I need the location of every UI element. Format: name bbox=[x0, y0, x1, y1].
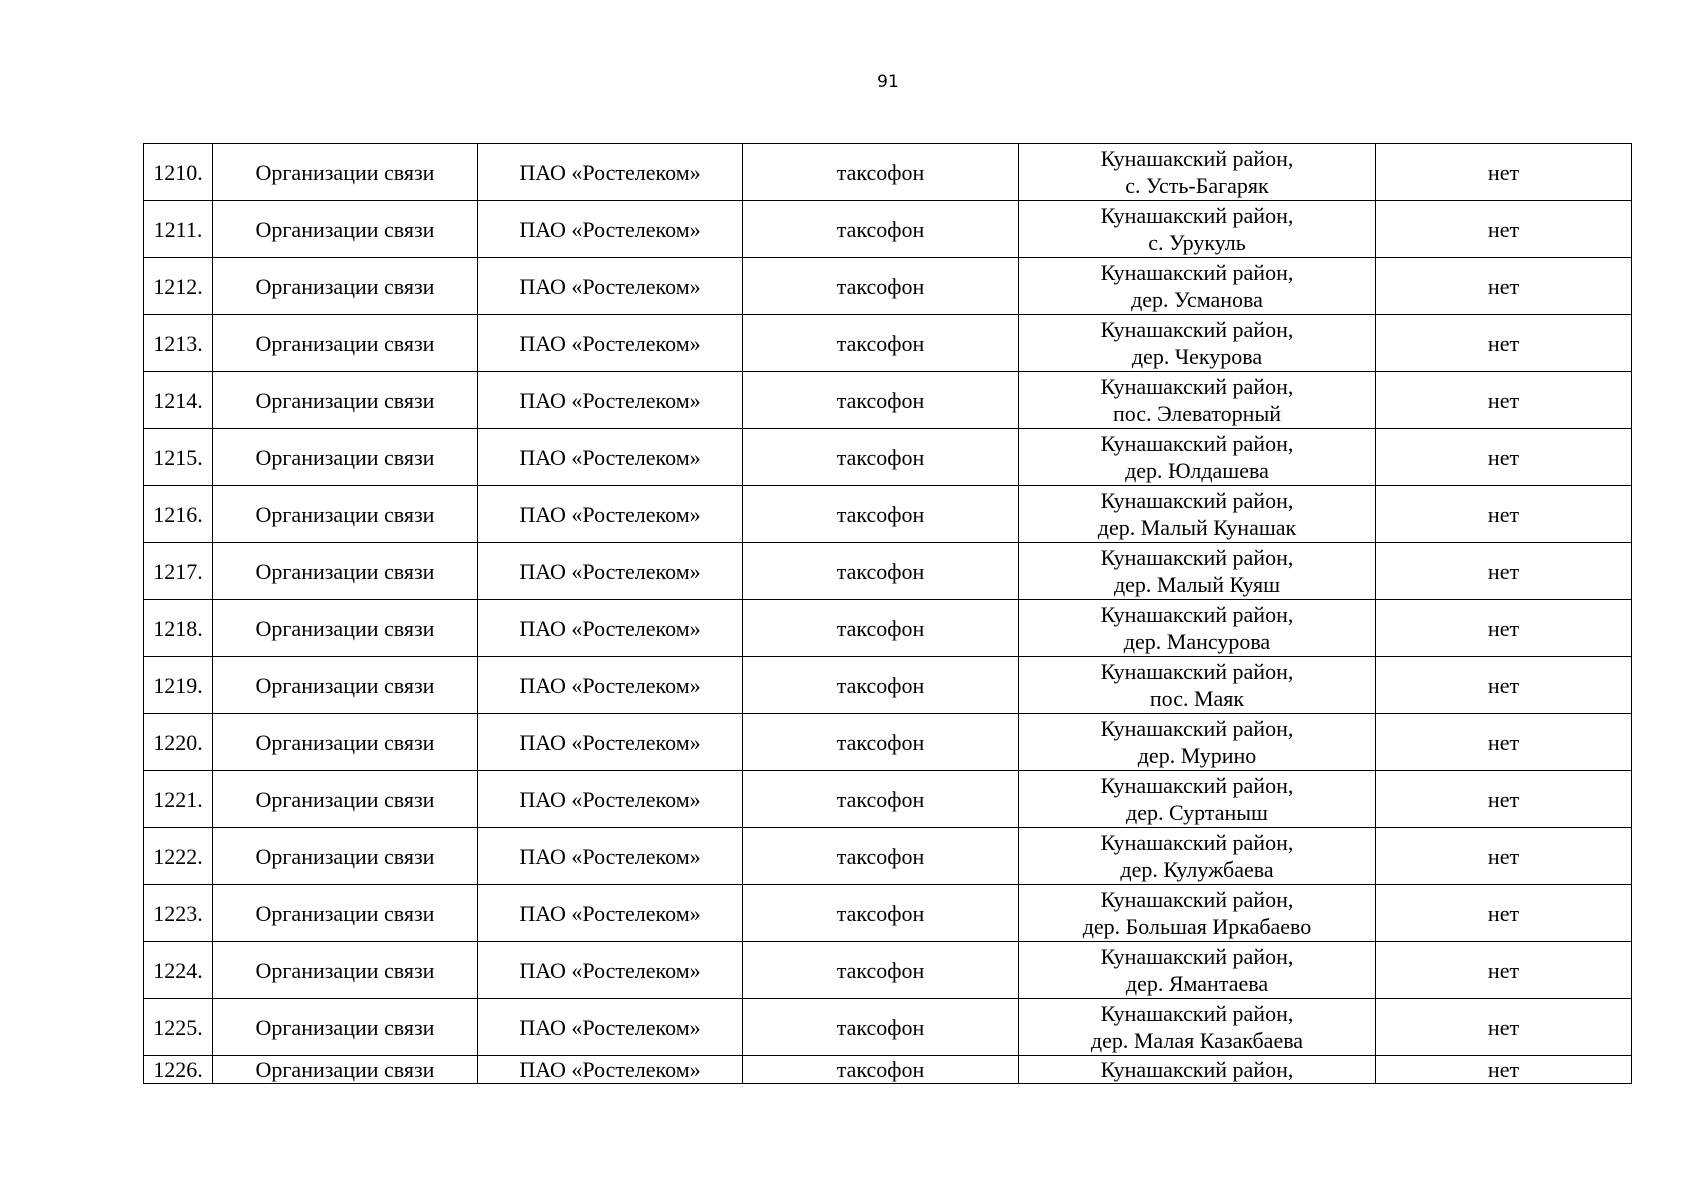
table-row bbox=[144, 942, 1632, 999]
operator-cell: ПАО «Ростелеком» bbox=[478, 657, 743, 714]
table-row bbox=[144, 771, 1632, 828]
object-type-cell: таксофон bbox=[743, 942, 1019, 999]
address-district: Кунашакский район, bbox=[1100, 260, 1294, 285]
operator-cell: ПАО «Ростелеком» bbox=[478, 144, 743, 201]
address-cell bbox=[1019, 486, 1376, 543]
row-number-cell: 1221. bbox=[144, 771, 213, 828]
table-row bbox=[144, 543, 1632, 600]
row-number-cell: 1223. bbox=[144, 885, 213, 942]
operator-cell: ПАО «Ростелеком» bbox=[478, 429, 743, 486]
address-locality: дер. Чекурова bbox=[1131, 344, 1263, 369]
table-row bbox=[144, 429, 1632, 486]
operator-cell: ПАО «Ростелеком» bbox=[478, 1056, 743, 1084]
category-cell: Организации связи bbox=[213, 771, 478, 828]
operator-cell: ПАО «Ростелеком» bbox=[478, 885, 743, 942]
status-cell: нет bbox=[1376, 771, 1632, 828]
address-locality: дер. Малая Казакбаева bbox=[1090, 1028, 1304, 1053]
address-cell bbox=[1019, 828, 1376, 885]
status-cell: нет bbox=[1376, 486, 1632, 543]
status-cell: нет bbox=[1376, 144, 1632, 201]
status-cell: нет bbox=[1376, 714, 1632, 771]
category-cell: Организации связи bbox=[213, 999, 478, 1056]
operator-cell: ПАО «Ростелеком» bbox=[478, 315, 743, 372]
operator-cell: ПАО «Ростелеком» bbox=[478, 999, 743, 1056]
row-number-cell: 1215. bbox=[144, 429, 213, 486]
table-row bbox=[144, 1056, 1632, 1084]
address-district: Кунашакский район, bbox=[1100, 488, 1294, 513]
address-district: Кунашакский район, bbox=[1100, 374, 1294, 399]
address-cell bbox=[1019, 942, 1376, 999]
operator-cell: ПАО «Ростелеком» bbox=[478, 258, 743, 315]
address-locality: дер. Ямантаева bbox=[1125, 971, 1269, 996]
object-type-cell: таксофон bbox=[743, 258, 1019, 315]
row-number-cell: 1225. bbox=[144, 999, 213, 1056]
category-cell: Организации связи bbox=[213, 543, 478, 600]
table-row bbox=[144, 372, 1632, 429]
object-type-cell: таксофон bbox=[743, 543, 1019, 600]
operator-cell: ПАО «Ростелеком» bbox=[478, 942, 743, 999]
status-cell: нет bbox=[1376, 657, 1632, 714]
table-body bbox=[144, 144, 1632, 1084]
address-locality: дер. Усманова bbox=[1131, 287, 1263, 312]
row-number-cell: 1212. bbox=[144, 258, 213, 315]
operator-cell: ПАО «Ростелеком» bbox=[478, 771, 743, 828]
table-row bbox=[144, 714, 1632, 771]
address-locality: дер. Мансурова bbox=[1123, 629, 1271, 654]
address-district: Кунашакский район, bbox=[1100, 545, 1294, 570]
address-cell bbox=[1019, 1056, 1376, 1084]
address-district: Кунашакский район, bbox=[1100, 431, 1294, 456]
object-type-cell: таксофон bbox=[743, 201, 1019, 258]
address-locality: дер. Суртаныш bbox=[1126, 800, 1268, 825]
status-cell: нет bbox=[1376, 600, 1632, 657]
address-cell bbox=[1019, 201, 1376, 258]
table-row bbox=[144, 258, 1632, 315]
address-cell bbox=[1019, 543, 1376, 600]
address-district: Кунашакский район, bbox=[1100, 887, 1294, 912]
status-cell: нет bbox=[1376, 999, 1632, 1056]
address-cell bbox=[1019, 600, 1376, 657]
address-locality: дер. Мурино bbox=[1137, 743, 1257, 768]
address-cell bbox=[1019, 771, 1376, 828]
object-type-cell: таксофон bbox=[743, 486, 1019, 543]
row-number-cell: 1219. bbox=[144, 657, 213, 714]
address-cell bbox=[1019, 429, 1376, 486]
address-cell bbox=[1019, 714, 1376, 771]
status-cell: нет bbox=[1376, 1056, 1632, 1084]
status-cell: нет bbox=[1376, 315, 1632, 372]
address-locality: дер. Малый Куяш bbox=[1113, 572, 1281, 597]
address-locality: дер. Малый Кунашак bbox=[1097, 515, 1297, 540]
address-district: Кунашакский район, bbox=[1100, 203, 1294, 228]
operator-cell: ПАО «Ростелеком» bbox=[478, 372, 743, 429]
object-type-cell: таксофон bbox=[743, 771, 1019, 828]
category-cell: Организации связи bbox=[213, 372, 478, 429]
status-cell: нет bbox=[1376, 942, 1632, 999]
operator-cell: ПАО «Ростелеком» bbox=[478, 543, 743, 600]
object-type-cell: таксофон bbox=[743, 657, 1019, 714]
table-row bbox=[144, 657, 1632, 714]
category-cell: Организации связи bbox=[213, 942, 478, 999]
object-type-cell: таксофон bbox=[743, 429, 1019, 486]
operator-cell: ПАО «Ростелеком» bbox=[478, 486, 743, 543]
category-cell: Организации связи bbox=[213, 1056, 478, 1084]
row-number-cell: 1224. bbox=[144, 942, 213, 999]
object-type-cell: таксофон bbox=[743, 372, 1019, 429]
address-district: Кунашакский район, bbox=[1100, 146, 1294, 171]
row-number-cell: 1226. bbox=[144, 1056, 213, 1084]
table-row bbox=[144, 828, 1632, 885]
category-cell: Организации связи bbox=[213, 258, 478, 315]
status-cell: нет bbox=[1376, 429, 1632, 486]
category-cell: Организации связи bbox=[213, 486, 478, 543]
table-row bbox=[144, 486, 1632, 543]
address-district: Кунашакский район, bbox=[1100, 602, 1294, 627]
category-cell: Организации связи bbox=[213, 144, 478, 201]
payphone-table bbox=[143, 143, 1632, 1084]
table-row bbox=[144, 144, 1632, 201]
row-number-cell: 1216. bbox=[144, 486, 213, 543]
object-type-cell: таксофон bbox=[743, 1056, 1019, 1084]
address-cell bbox=[1019, 657, 1376, 714]
address-locality: пос. Маяк bbox=[1149, 686, 1245, 711]
address-cell bbox=[1019, 999, 1376, 1056]
category-cell: Организации связи bbox=[213, 885, 478, 942]
address-locality: с. Усть-Багаряк bbox=[1125, 173, 1269, 198]
table-row bbox=[144, 600, 1632, 657]
address-district: Кунашакский район, bbox=[1100, 1001, 1294, 1026]
address-cell bbox=[1019, 885, 1376, 942]
category-cell: Организации связи bbox=[213, 714, 478, 771]
row-number-cell: 1210. bbox=[144, 144, 213, 201]
row-number-cell: 1211. bbox=[144, 201, 213, 258]
address-cell bbox=[1019, 315, 1376, 372]
category-cell: Организации связи bbox=[213, 315, 478, 372]
address-cell bbox=[1019, 258, 1376, 315]
object-type-cell: таксофон bbox=[743, 885, 1019, 942]
table-row bbox=[144, 999, 1632, 1056]
object-type-cell: таксофон bbox=[743, 144, 1019, 201]
object-type-cell: таксофон bbox=[743, 828, 1019, 885]
page-number: 91 bbox=[877, 72, 899, 92]
status-cell: нет bbox=[1376, 372, 1632, 429]
object-type-cell: таксофон bbox=[743, 315, 1019, 372]
object-type-cell: таксофон bbox=[743, 999, 1019, 1056]
address-locality: дер. Кулужбаева bbox=[1120, 857, 1274, 882]
address-locality: пос. Элеваторный bbox=[1112, 401, 1281, 426]
address-district: Кунашакский район, bbox=[1100, 317, 1294, 342]
address-cell bbox=[1019, 372, 1376, 429]
address-district: Кунашакский район, bbox=[1100, 659, 1294, 684]
address-district: Кунашакский район, bbox=[1100, 1057, 1294, 1082]
row-number-cell: 1220. bbox=[144, 714, 213, 771]
status-cell: нет bbox=[1376, 258, 1632, 315]
address-district: Кунашакский район, bbox=[1100, 773, 1294, 798]
category-cell: Организации связи bbox=[213, 201, 478, 258]
status-cell: нет bbox=[1376, 885, 1632, 942]
operator-cell: ПАО «Ростелеком» bbox=[478, 600, 743, 657]
operator-cell: ПАО «Ростелеком» bbox=[478, 828, 743, 885]
category-cell: Организации связи bbox=[213, 828, 478, 885]
status-cell: нет bbox=[1376, 828, 1632, 885]
row-number-cell: 1222. bbox=[144, 828, 213, 885]
address-district: Кунашакский район, bbox=[1100, 944, 1294, 969]
status-cell: нет bbox=[1376, 201, 1632, 258]
category-cell: Организации связи bbox=[213, 600, 478, 657]
row-number-cell: 1218. bbox=[144, 600, 213, 657]
address-cell bbox=[1019, 144, 1376, 201]
object-type-cell: таксофон bbox=[743, 600, 1019, 657]
table-row bbox=[144, 885, 1632, 942]
status-cell: нет bbox=[1376, 543, 1632, 600]
category-cell: Организации связи bbox=[213, 429, 478, 486]
category-cell: Организации связи bbox=[213, 657, 478, 714]
row-number-cell: 1214. bbox=[144, 372, 213, 429]
row-number-cell: 1217. bbox=[144, 543, 213, 600]
object-type-cell: таксофон bbox=[743, 714, 1019, 771]
address-locality: с. Урукуль bbox=[1148, 230, 1246, 255]
address-locality: дер. Большая Иркабаево bbox=[1082, 914, 1312, 939]
row-number-cell: 1213. bbox=[144, 315, 213, 372]
operator-cell: ПАО «Ростелеком» bbox=[478, 714, 743, 771]
address-district: Кунашакский район, bbox=[1100, 830, 1294, 855]
address-district: Кунашакский район, bbox=[1100, 716, 1294, 741]
table-row bbox=[144, 315, 1632, 372]
table-row bbox=[144, 201, 1632, 258]
address-locality: дер. Юлдашева bbox=[1125, 458, 1269, 483]
operator-cell: ПАО «Ростелеком» bbox=[478, 201, 743, 258]
